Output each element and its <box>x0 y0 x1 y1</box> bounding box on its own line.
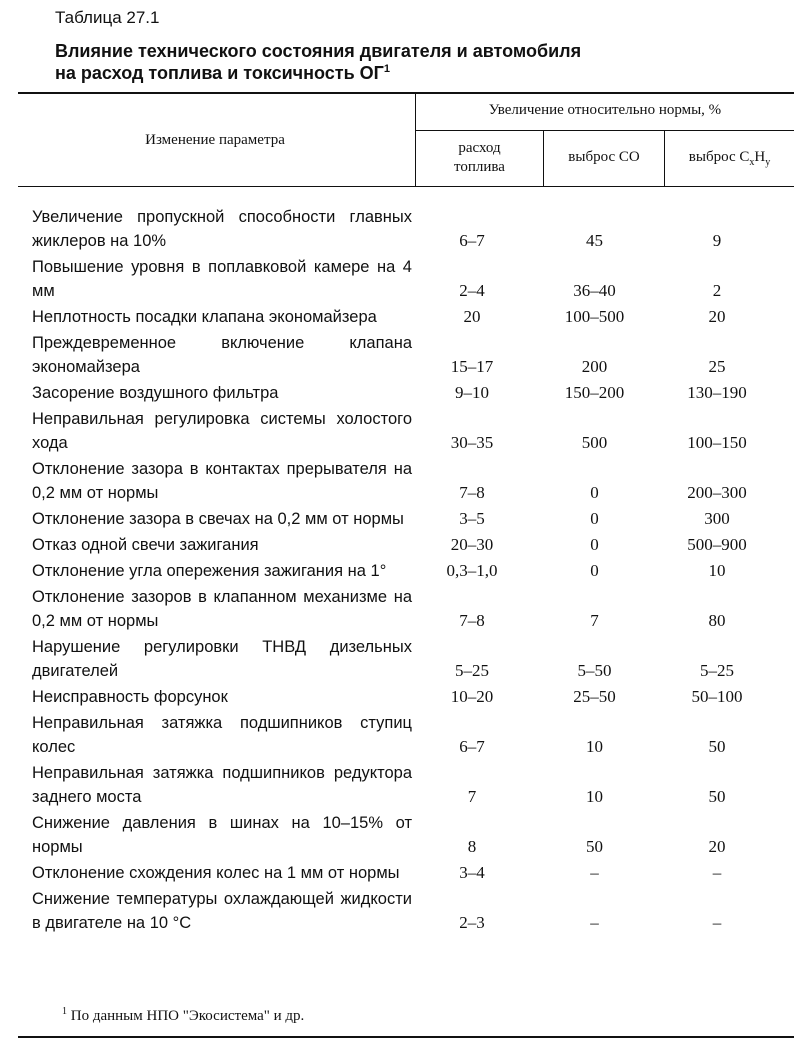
row-cxhy: 100–150 <box>687 433 747 452</box>
row-fuel: 5–25 <box>455 661 489 680</box>
row-param: Нарушение регулировки ТНВД дизельных двигателей <box>32 638 412 680</box>
row-co: 200 <box>581 357 608 376</box>
table-row <box>32 887 792 935</box>
table-row <box>32 533 792 557</box>
row-cxhy: 10 <box>708 561 726 580</box>
table-row <box>32 559 792 583</box>
title-line-2 <box>55 62 755 84</box>
row-param: Неисправность форсунок <box>32 688 228 706</box>
row-co: 100–500 <box>564 307 625 326</box>
table-row <box>32 861 792 885</box>
header-cxhy-x: x <box>749 157 755 168</box>
footnote-text: По данным НПО "Экосистема" и др. <box>70 1008 305 1024</box>
row-cxhy: 2 <box>712 281 722 300</box>
row-fuel: 20 <box>463 307 481 326</box>
title-footnote-mark: 1 <box>383 63 390 75</box>
row-fuel: 0,3–1,0 <box>446 561 498 580</box>
table-row <box>32 761 792 809</box>
row-fuel: 2–4 <box>459 281 485 300</box>
table-row <box>32 685 792 709</box>
table-row <box>32 305 792 329</box>
table-row <box>32 255 792 303</box>
header-cxhy-h: H <box>754 149 766 165</box>
row-co: 50 <box>586 837 603 856</box>
row-co: – <box>590 913 599 932</box>
row-cxhy: 50 <box>708 737 726 756</box>
header-co: выброс CO <box>568 149 640 165</box>
row-co: 25–50 <box>573 687 616 706</box>
row-cxhy: 20 <box>708 307 726 326</box>
row-co: 0 <box>590 535 599 554</box>
row-fuel: 15–17 <box>450 357 494 376</box>
row-param: Отклонение угла опережения зажигания на 1° <box>32 562 387 580</box>
row-param: Неправильная затяжка подшипников редуктора заднего моста <box>32 764 412 806</box>
table-caption: Таблица 27.1 <box>55 8 160 27</box>
footnote <box>62 1006 304 1025</box>
table-row <box>32 457 792 505</box>
row-param: Отклонение зазоров в клапанном механизме на 0,2 мм от нормы <box>32 588 412 630</box>
row-param: Снижение температуры охлаждающей жидкости в двигателе на 10 °С <box>32 890 412 932</box>
title-line-2-text: на расход топлива и токсичность ОГ <box>55 63 384 83</box>
row-co: 0 <box>590 509 599 528</box>
row-co: – <box>590 863 599 882</box>
table-row <box>32 331 792 379</box>
header-fuel <box>416 139 543 177</box>
row-param: Повышение уровня в поплавковой камере на 4 мм <box>32 258 412 300</box>
table-body <box>32 205 792 937</box>
row-cxhy: 200–300 <box>687 483 747 502</box>
table-row <box>32 811 792 859</box>
row-fuel: 7–8 <box>459 483 485 502</box>
row-fuel: 30–35 <box>450 433 494 452</box>
row-fuel: 7 <box>467 787 477 806</box>
row-co: 45 <box>586 231 603 250</box>
row-fuel: 6–7 <box>459 231 485 250</box>
table-row <box>32 205 792 253</box>
row-param: Отклонение схождения колес на 1 мм от нормы <box>32 864 400 882</box>
row-cxhy: – <box>712 863 722 882</box>
row-cxhy: 130–190 <box>687 383 747 402</box>
row-param: Преждевременное включение клапана экономайзера <box>32 334 412 376</box>
row-cxhy: 300 <box>704 509 730 528</box>
header-param: Изменение параметра <box>145 132 285 148</box>
row-param: Неправильная регулировка системы холостого хода <box>32 410 412 452</box>
table-row <box>32 711 792 759</box>
row-cxhy: 500–900 <box>687 535 747 554</box>
row-co: 0 <box>590 483 599 502</box>
row-fuel: 9–10 <box>455 383 489 402</box>
row-param: Увеличение пропускной способности главных жиклеров на 10% <box>32 208 412 250</box>
row-cxhy: 25 <box>708 357 726 376</box>
table-row <box>32 507 792 531</box>
row-cxhy: – <box>712 913 722 932</box>
row-co: 10 <box>586 787 603 806</box>
table-row <box>32 585 792 633</box>
table-row <box>32 635 792 683</box>
row-fuel: 3–4 <box>459 863 485 882</box>
row-fuel: 7–8 <box>459 611 485 630</box>
row-param: Засорение воздушного фильтра <box>32 384 279 402</box>
row-fuel: 10–20 <box>450 687 494 706</box>
row-fuel: 6–7 <box>459 737 485 756</box>
row-cxhy: 9 <box>712 231 722 250</box>
header-cxhy-y: y <box>765 157 771 168</box>
header-cxhy <box>665 148 794 172</box>
row-param: Снижение давления в шинах на 10–15% от нормы <box>32 814 412 856</box>
header-top-rule <box>18 92 794 94</box>
header-group-rule <box>415 130 794 131</box>
footnote-mark: 1 <box>62 1006 67 1017</box>
header-group: Увеличение относительно нормы, % <box>488 102 722 118</box>
row-param: Неплотность посадки клапана экономайзера <box>32 308 377 326</box>
row-param: Неправильная затяжка подшипников ступиц колес <box>32 714 412 756</box>
table-row <box>32 381 792 405</box>
bottom-rule <box>18 1036 794 1038</box>
table-row <box>32 407 792 455</box>
table-title <box>55 40 755 84</box>
header-fuel-line-2: топлива <box>454 159 505 175</box>
row-co: 150–200 <box>564 383 625 402</box>
title-line-1: Влияние технического состояния двигателя и автомобиля <box>55 41 582 61</box>
row-param: Отклонение зазора в контактах прерывателя на 0,2 мм от нормы <box>32 460 412 502</box>
row-co: 36–40 <box>573 281 616 300</box>
row-cxhy: 5–25 <box>700 661 734 680</box>
row-param: Отклонение зазора в свечах на 0,2 мм от нормы <box>32 510 404 528</box>
row-co: 5–50 <box>577 661 612 680</box>
row-co: 10 <box>586 737 603 756</box>
row-fuel: 3–5 <box>459 509 485 528</box>
header-cxhy-prefix: выброс C <box>688 149 750 165</box>
row-cxhy: 50–100 <box>691 687 743 706</box>
row-co: 0 <box>590 561 599 580</box>
row-co: 500 <box>581 433 608 452</box>
row-param: Отказ одной свечи зажигания <box>32 536 259 554</box>
row-cxhy: 80 <box>708 611 726 630</box>
header-fuel-line-1: расход <box>458 140 501 156</box>
row-cxhy: 50 <box>708 787 726 806</box>
row-fuel: 2–3 <box>459 913 485 932</box>
row-cxhy: 20 <box>708 837 726 856</box>
row-fuel: 8 <box>467 837 477 856</box>
header-bottom-rule <box>18 186 794 187</box>
row-co: 7 <box>590 611 599 630</box>
row-fuel: 20–30 <box>450 535 494 554</box>
